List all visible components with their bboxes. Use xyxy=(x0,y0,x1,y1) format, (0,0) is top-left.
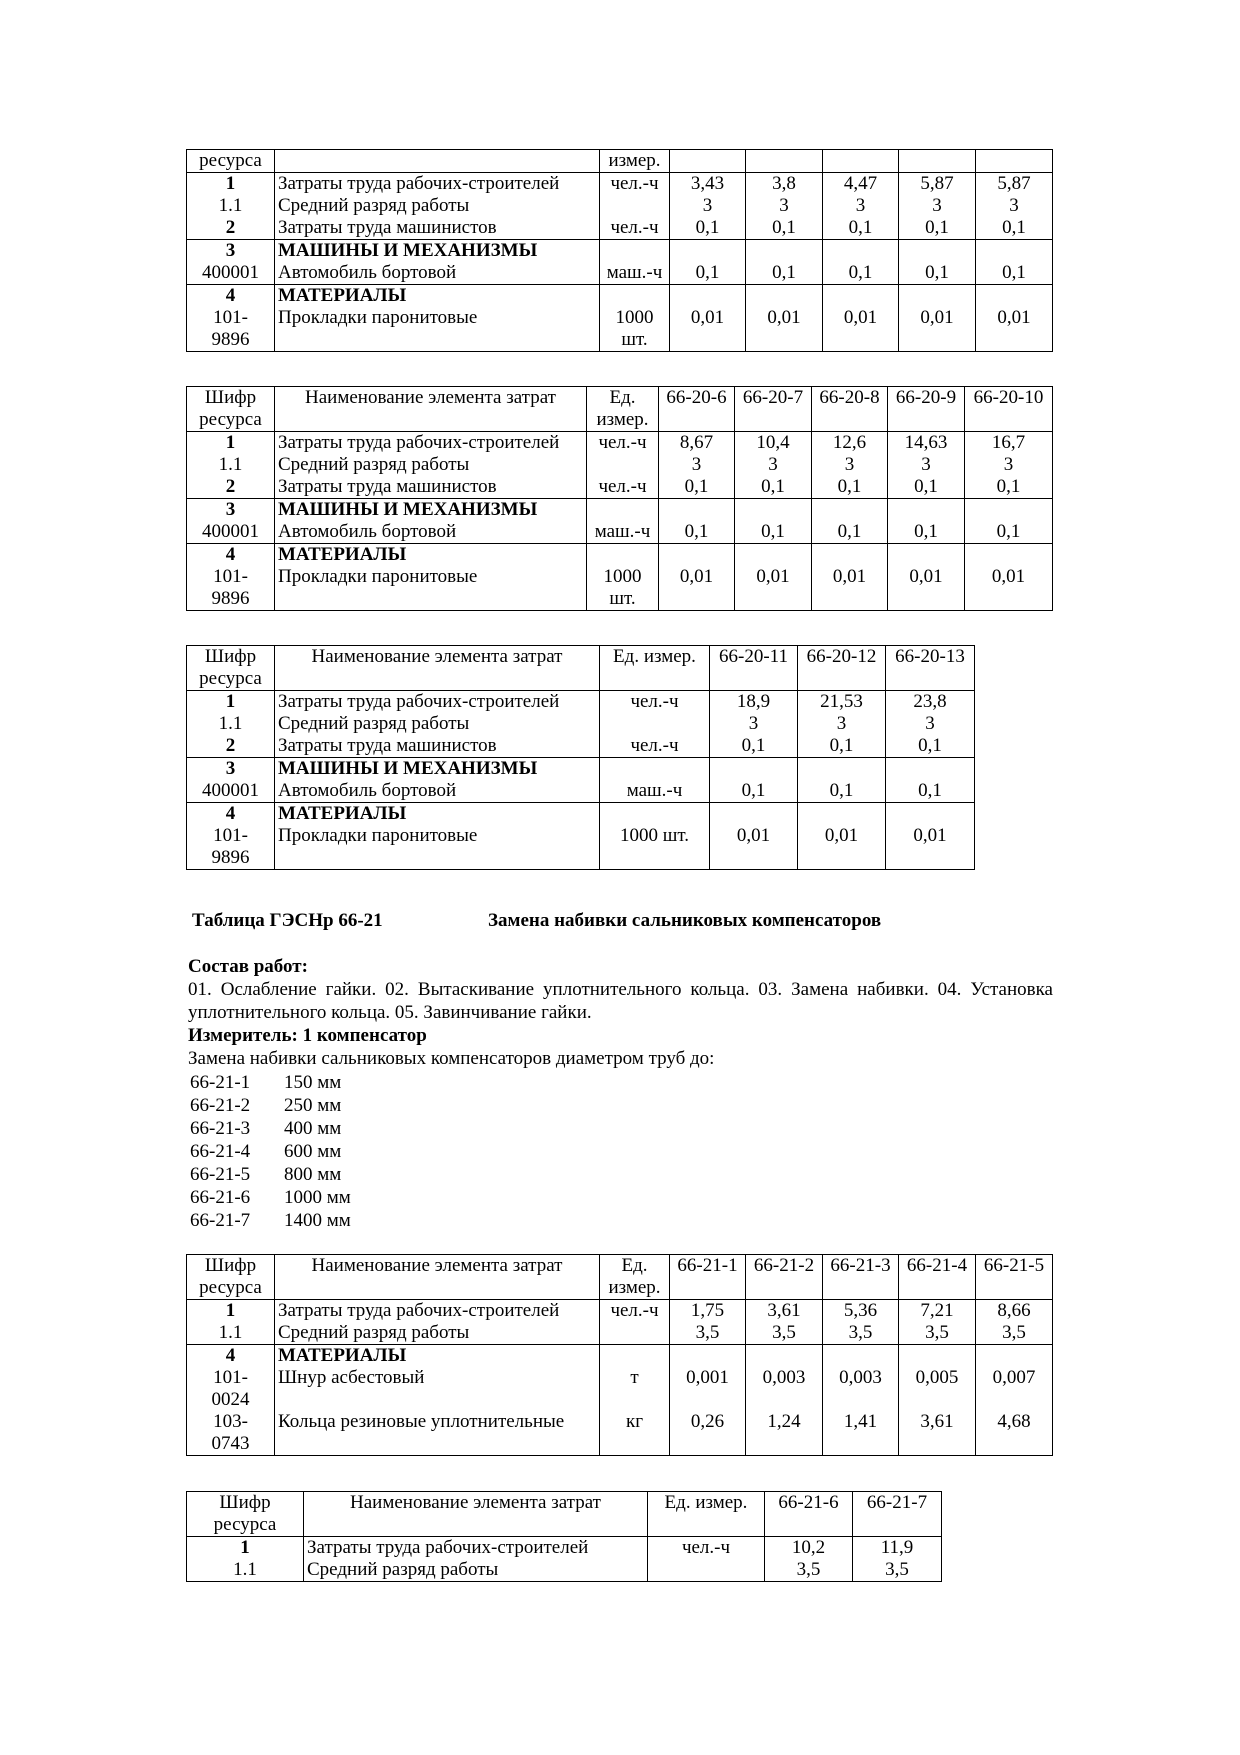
resource-name-cell: Затраты труда рабочих-строителей Средний разряд работы Затраты труда машинистов xyxy=(275,691,600,758)
header-col: 66-21-1 xyxy=(670,1255,746,1300)
value-cell: 14,63 3 0,1 xyxy=(888,432,965,499)
table-row xyxy=(187,1300,1053,1345)
value-cell: 10,2 3,5 xyxy=(765,1537,853,1582)
list-item: 66-21-5 800 мм xyxy=(190,1164,342,1185)
table-title-heading: Замена набивки сальниковых компенсаторов xyxy=(488,910,882,931)
header-col: 66-21-5 xyxy=(976,1255,1053,1300)
header-code: Шифр ресурса xyxy=(187,646,275,691)
header-col: 66-20-10 xyxy=(965,387,1053,432)
table-id-heading: Таблица ГЭСНр 66-21 xyxy=(192,910,383,931)
list-item: 66-21-7 1400 мм xyxy=(190,1210,351,1231)
value-cell: 7,21 3,5 xyxy=(899,1300,976,1345)
value-cell: 0,01 xyxy=(812,544,888,611)
unit-cell: маш.-ч xyxy=(600,240,670,285)
header-unit: Ед. измер. xyxy=(648,1492,765,1537)
list-item: 66-21-4 600 мм xyxy=(190,1141,342,1162)
value-cell: 0,1 xyxy=(710,758,798,803)
resource-code-cell: 4 101- 9896 xyxy=(187,544,275,611)
list-item: 66-21-1 150 мм xyxy=(190,1072,342,1093)
value-cell: 0,01 xyxy=(976,285,1053,352)
works-text: 01. Ослабление гайки. 02. Вытаскивание уплотнительного кольца. 03. Замена набивки. 04. Установка уплотнительного кольца. 05. Завинчивание гайки. xyxy=(188,979,1053,1023)
value-cell: 0,1 xyxy=(812,499,888,544)
unit-cell: 1000 шт. xyxy=(600,803,710,870)
resource-table-66-20-1-5 xyxy=(186,149,1053,352)
value-cell: 3,61 3,5 xyxy=(746,1300,823,1345)
value-cell: 8,66 3,5 xyxy=(976,1300,1053,1345)
header-unit: Ед. измер. xyxy=(600,646,710,691)
unit-cell: т кг xyxy=(600,1345,670,1456)
unit-cell: чел.-ч чел.-ч xyxy=(600,173,670,240)
value-cell: 1,75 3,5 xyxy=(670,1300,746,1345)
resource-table-66-21-6-7 xyxy=(186,1491,942,1582)
table-header-row xyxy=(187,150,1053,173)
value-cell: 0,1 xyxy=(976,240,1053,285)
resource-name-cell: Затраты труда рабочих-строителей Средний разряд работы xyxy=(304,1537,648,1582)
header-code: Шифр ресурса xyxy=(187,1492,304,1537)
unit-cell: чел.-ч чел.-ч xyxy=(600,691,710,758)
resource-code-cell: 4 101- 9896 xyxy=(187,803,275,870)
resource-name-cell: Затраты труда рабочих-строителей Средний разряд работы Затраты труда машинистов xyxy=(275,432,587,499)
header-name: Наименование элемента затрат xyxy=(275,387,587,432)
header-name: Наименование элемента затрат xyxy=(275,1255,600,1300)
value-cell: 0,1 xyxy=(659,499,735,544)
table-row xyxy=(187,173,1053,240)
header-col: 66-20-9 xyxy=(888,387,965,432)
header-col: 66-21-3 xyxy=(823,1255,899,1300)
resource-code-cell: 1 1.1 2 xyxy=(187,432,275,499)
intro-text: Замена набивки сальниковых компенсаторов диаметром труб до: xyxy=(188,1048,715,1069)
value-cell: 10,4 3 0,1 xyxy=(735,432,812,499)
header-code: ресурса xyxy=(187,150,275,173)
unit-cell: чел.-ч xyxy=(600,1300,670,1345)
resource-code-cell: 3 400001 xyxy=(187,758,275,803)
list-item: 66-21-3 400 мм xyxy=(190,1118,342,1139)
header-col: 66-21-2 xyxy=(746,1255,823,1300)
header-name xyxy=(275,150,600,173)
resource-code-cell: 3 400001 xyxy=(187,499,275,544)
table-row xyxy=(187,240,1053,285)
value-cell: 0,003 1,41 xyxy=(823,1345,899,1456)
table-row xyxy=(187,1537,942,1582)
value-cell: 0,01 xyxy=(746,285,823,352)
resource-code-cell: 3 400001 xyxy=(187,240,275,285)
value-cell: 0,1 xyxy=(886,758,975,803)
resource-name-cell: Затраты труда рабочих-строителей Средний разряд работы Затраты труда машинистов xyxy=(275,173,600,240)
resource-name-cell: МАТЕРИАЛЫ Прокладки паронитовые xyxy=(275,544,587,611)
value-cell: 0,003 1,24 xyxy=(746,1345,823,1456)
value-cell: 0,1 xyxy=(823,240,899,285)
value-cell: 3,8 3 0,1 xyxy=(746,173,823,240)
table-row xyxy=(187,1345,1053,1456)
works-label: Состав работ: xyxy=(188,956,308,977)
value-cell: 0,01 xyxy=(735,544,812,611)
header-name: Наименование элемента затрат xyxy=(275,646,600,691)
value-cell: 0,1 xyxy=(899,240,976,285)
value-cell: 5,87 3 0,1 xyxy=(976,173,1053,240)
value-cell: 18,9 3 0,1 xyxy=(710,691,798,758)
resource-code-cell: 4 101- 0024 103- 0743 xyxy=(187,1345,275,1456)
value-cell: 23,8 3 0,1 xyxy=(886,691,975,758)
value-cell: 0,1 xyxy=(965,499,1053,544)
table-row xyxy=(187,544,1053,611)
header-col: 66-20-8 xyxy=(812,387,888,432)
value-cell: 0,01 xyxy=(798,803,886,870)
table-header-row xyxy=(187,387,1053,432)
value-cell: 0,01 xyxy=(965,544,1053,611)
value-cell: 5,36 3,5 xyxy=(823,1300,899,1345)
resource-code-cell: 1 1.1 2 xyxy=(187,173,275,240)
value-cell: 0,1 xyxy=(888,499,965,544)
header-col: 66-20-7 xyxy=(735,387,812,432)
value-cell: 3,43 3 0,1 xyxy=(670,173,746,240)
value-cell: 8,67 3 0,1 xyxy=(659,432,735,499)
value-cell: 0,1 xyxy=(798,758,886,803)
table-row xyxy=(187,691,975,758)
resource-table-66-21-1-5 xyxy=(186,1254,1053,1456)
resource-name-cell: МАШИНЫ И МЕХАНИЗМЫ Автомобиль бортовой xyxy=(275,499,587,544)
value-cell: 5,87 3 0,1 xyxy=(899,173,976,240)
value-cell: 0,1 xyxy=(670,240,746,285)
value-cell: 16,7 3 0,1 xyxy=(965,432,1053,499)
unit-cell: чел.-ч xyxy=(648,1537,765,1582)
header-unit: Ед. измер. xyxy=(587,387,659,432)
header-code: Шифр ресурса xyxy=(187,1255,275,1300)
resource-name-cell: МАТЕРИАЛЫ Прокладки паронитовые xyxy=(275,285,600,352)
value-cell: 0,01 xyxy=(670,285,746,352)
unit-cell: 1000 шт. xyxy=(600,285,670,352)
resource-code-cell: 1 1.1 xyxy=(187,1300,275,1345)
diameter-list xyxy=(190,1071,351,1232)
header-unit: Ед. измер. xyxy=(600,1255,670,1300)
resource-code-cell: 1 1.1 2 xyxy=(187,691,275,758)
header-unit: измер. xyxy=(600,150,670,173)
value-cell: 0,01 xyxy=(899,285,976,352)
table-row xyxy=(187,499,1053,544)
value-cell: 0,01 xyxy=(823,285,899,352)
value-cell: 0,01 xyxy=(888,544,965,611)
unit-cell: маш.-ч xyxy=(600,758,710,803)
value-cell: 12,6 3 0,1 xyxy=(812,432,888,499)
value-cell: 0,01 xyxy=(886,803,975,870)
header-name: Наименование элемента затрат xyxy=(304,1492,648,1537)
resource-code-cell: 4 101- 9896 xyxy=(187,285,275,352)
header-col: 66-20-11 xyxy=(710,646,798,691)
meter-label: Измеритель: 1 компенсатор xyxy=(188,1025,427,1046)
unit-cell: маш.-ч xyxy=(587,499,659,544)
header-col: 66-21-7 xyxy=(853,1492,942,1537)
header-col: 66-21-6 xyxy=(765,1492,853,1537)
header-col: 66-20-12 xyxy=(798,646,886,691)
value-cell: 0,001 0,26 xyxy=(670,1345,746,1456)
table-row xyxy=(187,758,975,803)
table-header-row xyxy=(187,1492,942,1537)
table-header-row xyxy=(187,1255,1053,1300)
list-item: 66-21-2 250 мм xyxy=(190,1095,342,1116)
unit-cell: чел.-ч чел.-ч xyxy=(587,432,659,499)
table-row xyxy=(187,285,1053,352)
header-code: Шифр ресурса xyxy=(187,387,275,432)
value-cell: 0,007 4,68 xyxy=(976,1345,1053,1456)
value-cell: 0,005 3,61 xyxy=(899,1345,976,1456)
value-cell: 21,53 3 0,1 xyxy=(798,691,886,758)
resource-name-cell: Затраты труда рабочих-строителей Средний разряд работы xyxy=(275,1300,600,1345)
resource-name-cell: МАШИНЫ И МЕХАНИЗМЫ Автомобиль бортовой xyxy=(275,240,600,285)
resource-table-66-20-6-10 xyxy=(186,386,1053,611)
value-cell: 0,1 xyxy=(735,499,812,544)
value-cell: 0,01 xyxy=(710,803,798,870)
value-cell: 4,47 3 0,1 xyxy=(823,173,899,240)
header-col: 66-20-6 xyxy=(659,387,735,432)
resource-table-66-20-11-13 xyxy=(186,645,975,870)
table-row xyxy=(187,432,1053,499)
resource-name-cell: МАШИНЫ И МЕХАНИЗМЫ Автомобиль бортовой xyxy=(275,758,600,803)
resource-name-cell: МАТЕРИАЛЫ Прокладки паронитовые xyxy=(275,803,600,870)
value-cell: 11,9 3,5 xyxy=(853,1537,942,1582)
header-col: 66-20-13 xyxy=(886,646,975,691)
table-row xyxy=(187,803,975,870)
resource-name-cell: МАТЕРИАЛЫ Шнур асбестовый Кольца резиновые уплотнительные xyxy=(275,1345,600,1456)
table-header-row xyxy=(187,646,975,691)
header-col: 66-21-4 xyxy=(899,1255,976,1300)
unit-cell: 1000 шт. xyxy=(587,544,659,611)
value-cell: 0,1 xyxy=(746,240,823,285)
value-cell: 0,01 xyxy=(659,544,735,611)
list-item: 66-21-6 1000 мм xyxy=(190,1187,351,1208)
resource-code-cell: 1 1.1 xyxy=(187,1537,304,1582)
